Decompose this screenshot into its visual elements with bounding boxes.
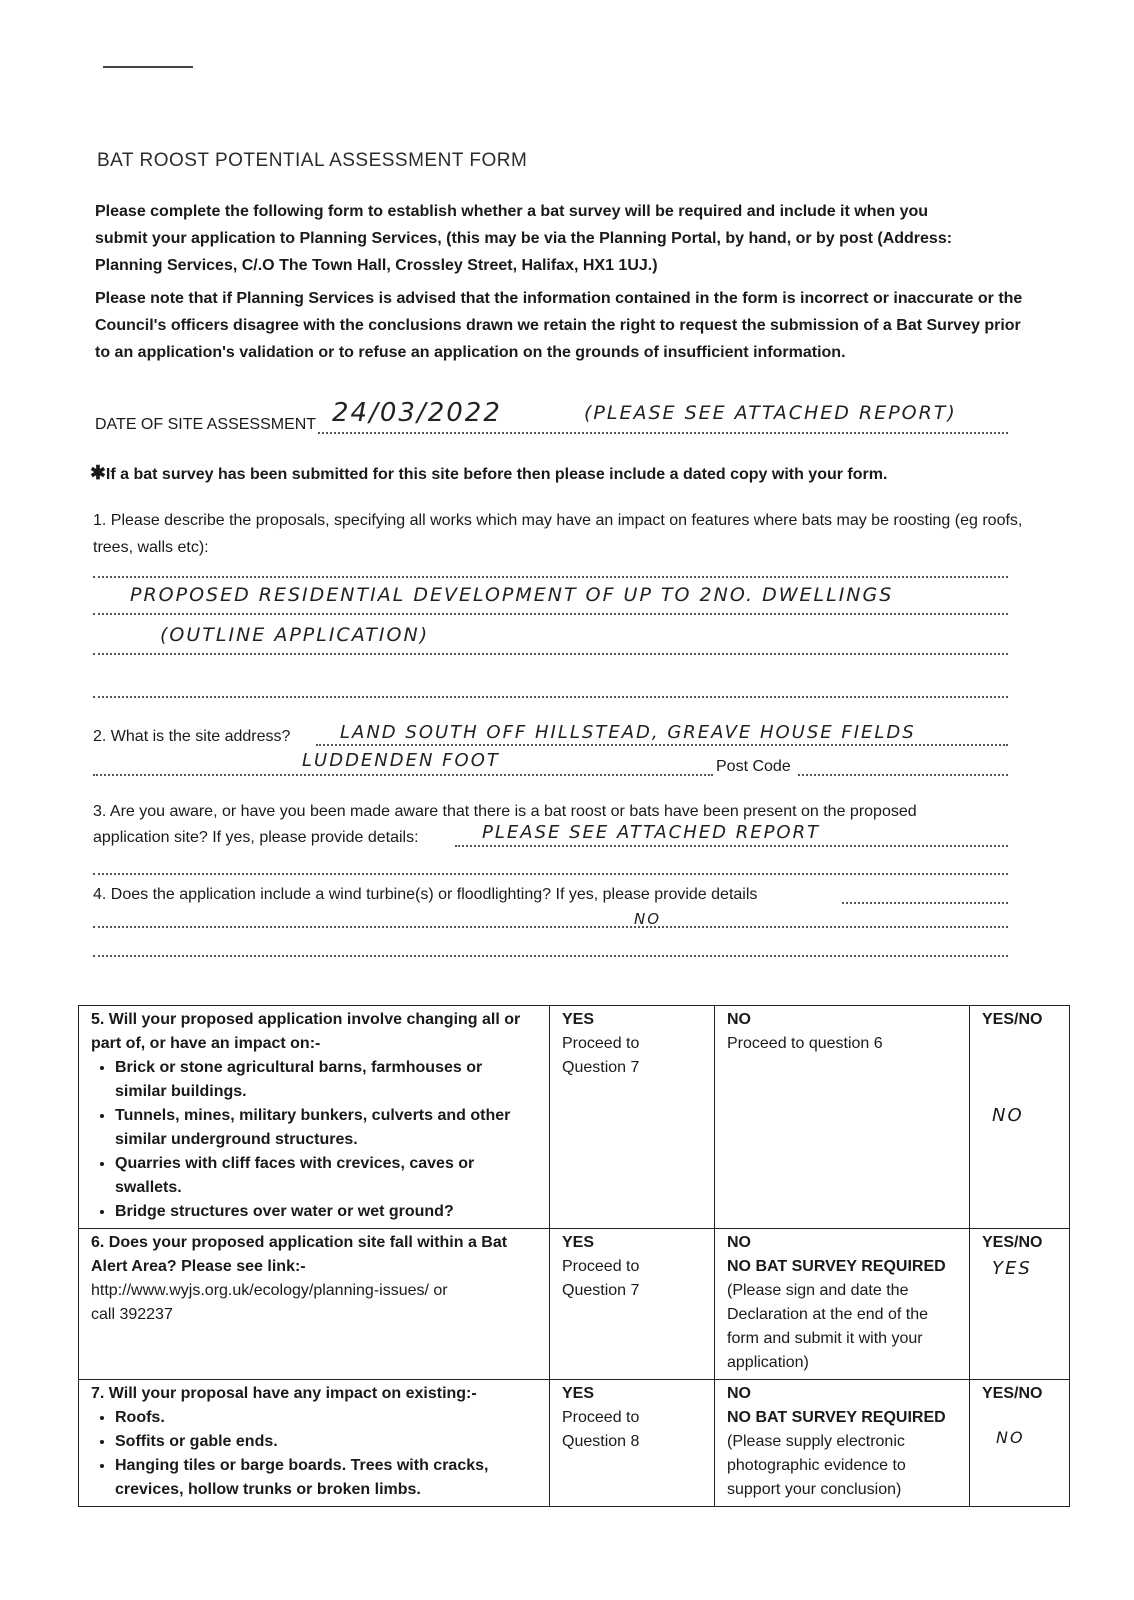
q7-yes-text: Proceed to Question 8: [562, 1409, 640, 1450]
list-item: • Soffits or gable ends.: [115, 1430, 537, 1454]
q6-no-heading: NO BAT SURVEY REQUIRED: [727, 1258, 946, 1275]
q6-link[interactable]: http://www.wyjs.org.uk/ecology/planning-issues/ or: [91, 1282, 448, 1299]
q6-no-title: NO: [727, 1234, 751, 1251]
q1-line-1: [93, 613, 1008, 615]
q6-extra: call 392237: [91, 1306, 173, 1323]
q7-question-cell: [79, 1380, 550, 1507]
list-item: • Tunnels, mines, military bunkers, culverts and other similar underground structures.: [115, 1104, 537, 1152]
q1-line-3: [93, 696, 1008, 698]
q6-no-cell: [715, 1229, 970, 1380]
q1-line-2: [93, 653, 1008, 655]
postcode-field[interactable]: [798, 774, 1008, 776]
q4-text: 4. Does the application include a wind turbine(s) or floodlighting? If yes, please provide details: [93, 886, 758, 903]
q1-line-0: [93, 576, 1008, 578]
q7-no-heading: NO BAT SURVEY REQUIRED: [727, 1409, 946, 1426]
date-value[interactable]: 24/03/2022: [332, 398, 502, 428]
q5-yes-cell: [550, 1006, 715, 1229]
q7-answer-cell[interactable]: [970, 1380, 1070, 1507]
q5-no-cell: [715, 1006, 970, 1229]
postcode-label: Post Code: [716, 758, 791, 775]
q7-bullets: [91, 1406, 537, 1502]
q7-question: 7. Will your proposal have any impact on existing:-: [91, 1385, 477, 1402]
q3-text: 3. Are you aware, or have you been made aware that there is a bat roost or bats have been present on the proposed: [93, 803, 917, 820]
list-item: • Bridge structures over water or wet ground?: [115, 1200, 537, 1224]
date-dotted-line: [318, 432, 1008, 434]
scan-mark: [103, 66, 193, 68]
list-item: • Roofs.: [115, 1406, 537, 1430]
form-title: BAT ROOST POTENTIAL ASSESSMENT FORM: [97, 150, 528, 171]
list-item: • Hanging tiles or barge boards. Trees with cracks, crevices, hollow trunks or broken limbs.: [115, 1454, 537, 1502]
q5-answer-cell[interactable]: [970, 1006, 1070, 1229]
date-label: DATE OF SITE ASSESSMENT: [95, 416, 317, 433]
q7-no-title: NO: [727, 1385, 751, 1402]
q4-line-1: [93, 926, 1008, 928]
q2-line-1: [316, 744, 1008, 746]
q1-answer-line-2[interactable]: (OUTLINE APPLICATION): [160, 624, 430, 646]
q6-no-text: (Please sign and date the Declaration at the end of the form and submit it with your application): [727, 1282, 929, 1371]
table-row-q7: [79, 1380, 1070, 1507]
q6-yn-label: YES/NO: [982, 1234, 1043, 1251]
intro-text: [95, 198, 1030, 279]
q5-bullets: [91, 1056, 537, 1224]
q6-answer[interactable]: YES: [992, 1258, 1032, 1279]
q5-no-text: Proceed to question 6: [727, 1035, 883, 1052]
q7-yes-title: YES: [562, 1385, 595, 1402]
q6-yes-text: Proceed to Question 7: [562, 1258, 640, 1299]
q3-line-1: [455, 845, 1008, 847]
q5-question-cell: [79, 1006, 550, 1229]
q7-yn-label: YES/NO: [982, 1385, 1043, 1402]
previous-survey-note: ✱If a bat survey has been submitted for this site before then please include a dated copy with your form.: [90, 463, 888, 484]
table-row-q6: [79, 1229, 1070, 1380]
q7-answer[interactable]: NO: [996, 1428, 1025, 1447]
q4-line-0: [842, 902, 1008, 904]
q7-no-cell: [715, 1380, 970, 1507]
intro-line-3: Planning Services, C/.O The Town Hall, Crossley Street, Halifax, HX1 1UJ.): [95, 257, 658, 274]
q5-yes-text: Proceed to Question 7: [562, 1035, 640, 1076]
q6-answer-cell[interactable]: [970, 1229, 1070, 1380]
q2-answer-line-1[interactable]: LAND SOUTH OFF HILLSTEAD, GREAVE HOUSE FIELDS: [340, 722, 916, 743]
q5-answer[interactable]: NO: [992, 1105, 1024, 1126]
q1-answer-line-1[interactable]: PROPOSED RESIDENTIAL DEVELOPMENT OF UP TO 2NO. DWELLINGS: [130, 584, 894, 606]
q6-question-cell: [79, 1229, 550, 1380]
questions-table: [78, 1005, 1070, 1507]
list-item: • Quarries with cliff faces with crevices, caves or swallets.: [115, 1152, 537, 1200]
q3-text-2: application site? If yes, please provide details:: [93, 829, 419, 846]
q4-line-2: [93, 955, 1008, 957]
notice-text: Please note that if Planning Services is advised that the information contained in the form is incorrect or inaccurate or the Council's officers disagree with the conclusions drawn we retain the right to request the submission of a Bat Survey prior to an application's validation or to refuse an application on the grounds of insufficient information.: [95, 290, 1023, 361]
q7-yes-cell: [550, 1380, 715, 1507]
table-row-q5: [79, 1006, 1070, 1229]
q5-no-title: NO: [727, 1011, 751, 1028]
q5-question: 5. Will your proposed application involve changing all or part of, or have an impact on:-: [91, 1011, 521, 1052]
q3-line-2: [93, 873, 1008, 875]
q2-answer-line-2[interactable]: LUDDENDEN FOOT: [302, 750, 500, 771]
q6-yes-title: YES: [562, 1234, 595, 1251]
q5-yes-title: YES: [562, 1011, 595, 1028]
intro-line-2: submit your application to Planning Services, (this may be via the Planning Portal, by hand, or by post (Address:: [95, 230, 953, 247]
q4-answer[interactable]: NO: [634, 910, 662, 928]
q5-yn-label: YES/NO: [982, 1011, 1043, 1028]
q1-text: 1. Please describe the proposals, specifying all works which may have an impact on features where bats may be roosting (eg roofs, trees, walls etc):: [93, 512, 1023, 556]
intro-line-1: Please complete the following form to establish whether a bat survey will be required and include it when you: [95, 203, 929, 220]
asterisk-icon: ✱: [90, 463, 106, 484]
list-item: • Brick or stone agricultural barns, farmhouses or similar buildings.: [115, 1056, 537, 1104]
q6-yes-cell: [550, 1229, 715, 1380]
q7-no-text: (Please supply electronic photographic evidence to support your conclusion): [727, 1433, 906, 1498]
q6-question: 6. Does your proposed application site fall within a Bat Alert Area? Please see link:-: [91, 1234, 508, 1275]
q2-label: 2. What is the site address?: [93, 728, 291, 745]
q3-answer[interactable]: PLEASE SEE ATTACHED REPORT: [482, 822, 821, 843]
date-note: (PLEASE SEE ATTACHED REPORT): [584, 402, 957, 424]
q2-line-2: [93, 774, 713, 776]
